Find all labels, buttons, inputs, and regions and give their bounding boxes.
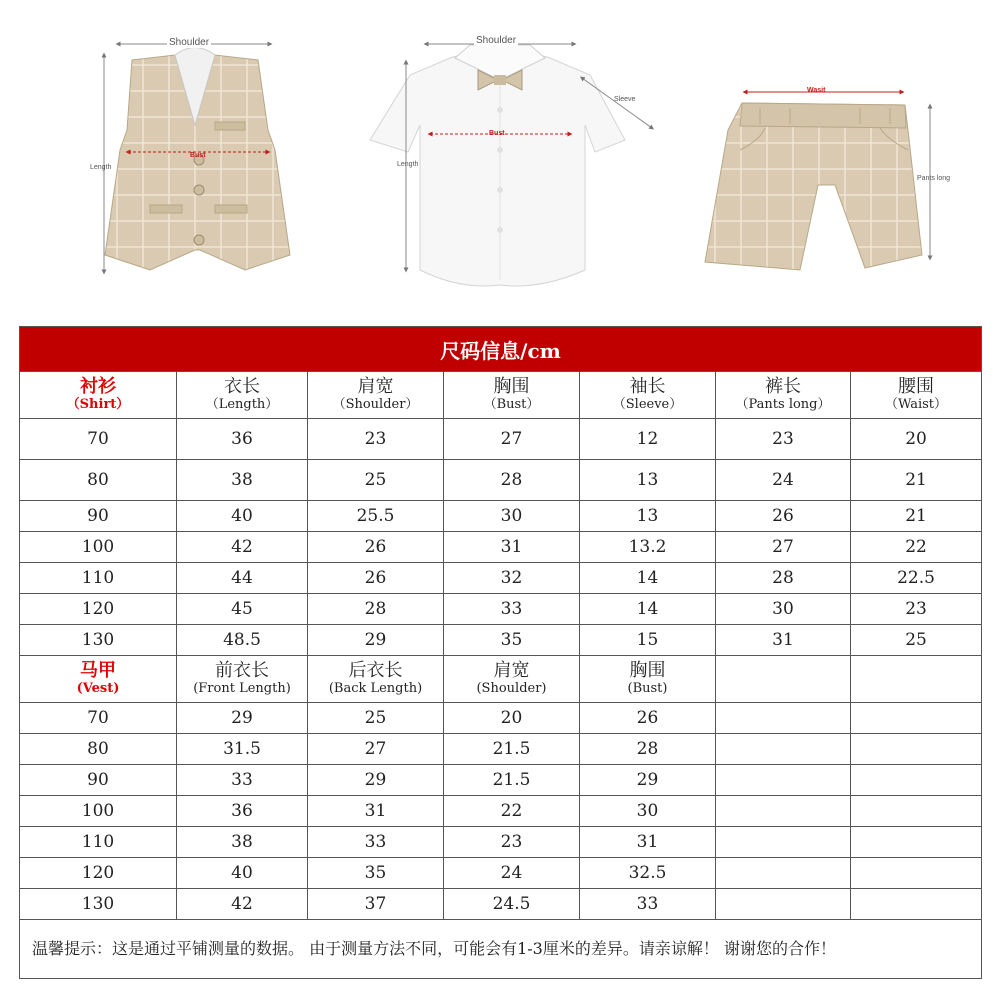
table-cell: 24	[444, 858, 580, 889]
col-header-en: （Bust）	[483, 397, 540, 412]
table-cell: 42	[177, 889, 308, 920]
col-header-en: （Sleeve）	[612, 397, 683, 412]
shirt-sleeve-label: Sleeve	[614, 96, 636, 103]
size-cell: 120	[20, 858, 177, 889]
vest-section-name-en: (Vest)	[76, 681, 120, 696]
table-cell: 26	[580, 703, 716, 734]
shirt-bust-label: Bust	[489, 130, 505, 137]
col-header-en: (Front Length)	[193, 681, 291, 696]
col-header-shoulder	[444, 656, 580, 703]
size-cell: 90	[20, 501, 177, 532]
size-cell: 100	[20, 532, 177, 563]
size-cell: 80	[20, 734, 177, 765]
empty-cell	[851, 703, 982, 734]
empty-cell	[716, 889, 851, 920]
empty-cell	[716, 656, 851, 703]
table-cell: 24.5	[444, 889, 580, 920]
table-cell: 13	[580, 460, 716, 501]
table-cell: 26	[716, 501, 851, 532]
col-header-back-length	[308, 656, 444, 703]
table-row	[20, 827, 982, 858]
col-header-sleeve	[580, 372, 716, 419]
col-header-zh: 腰围	[898, 376, 935, 397]
col-header-en: （Pants long）	[735, 397, 831, 412]
table-cell: 38	[177, 827, 308, 858]
shorts-pants-label: Pants long	[917, 175, 951, 182]
empty-cell	[716, 796, 851, 827]
col-header-en: (Shoulder)	[476, 681, 547, 696]
col-header-zh: 后衣长	[348, 660, 403, 681]
table-cell: 22	[851, 532, 982, 563]
table-cell: 29	[308, 765, 444, 796]
table-cell: 30	[580, 796, 716, 827]
table-cell: 26	[308, 563, 444, 594]
table-cell: 23	[851, 594, 982, 625]
size-cell: 130	[20, 625, 177, 656]
table-cell: 24	[716, 460, 851, 501]
table-cell: 22.5	[851, 563, 982, 594]
table-cell: 28	[580, 734, 716, 765]
table-cell: 14	[580, 563, 716, 594]
col-header-en: （Waist）	[884, 397, 948, 412]
vest-header-row	[20, 656, 982, 703]
size-chart-table	[19, 326, 982, 979]
garment-drawings	[0, 0, 1000, 320]
shorts-waist-label: Wasit	[807, 87, 826, 94]
table-cell: 36	[177, 419, 308, 460]
table-cell: 32	[444, 563, 580, 594]
table-row	[20, 858, 982, 889]
table-cell: 23	[444, 827, 580, 858]
size-cell: 110	[20, 827, 177, 858]
col-header-shoulder	[308, 372, 444, 419]
col-header-length	[177, 372, 308, 419]
table-cell: 31	[308, 796, 444, 827]
col-header-en: （Length）	[205, 397, 279, 412]
table-cell: 28	[444, 460, 580, 501]
empty-cell	[851, 734, 982, 765]
col-header-en: (Bust)	[627, 681, 668, 696]
table-cell: 40	[177, 858, 308, 889]
table-cell: 21	[851, 501, 982, 532]
col-header-bust	[580, 656, 716, 703]
table-row	[20, 796, 982, 827]
table-cell: 35	[444, 625, 580, 656]
note-row	[20, 920, 982, 979]
table-cell: 37	[308, 889, 444, 920]
shirt-header-row	[20, 372, 982, 419]
size-cell: 110	[20, 563, 177, 594]
table-cell: 28	[716, 563, 851, 594]
shirt-length-label: Length	[397, 161, 419, 168]
empty-cell	[851, 656, 982, 703]
empty-cell	[716, 734, 851, 765]
table-cell: 27	[308, 734, 444, 765]
vest-section-name-zh: 马甲	[80, 660, 116, 681]
measurement-note: 温馨提示：这是通过平铺测量的数据。 由于测量方法不同，可能会有1-3厘米的差异。请亲谅解！ 谢谢您的合作！	[20, 920, 982, 979]
empty-cell	[851, 889, 982, 920]
table-cell: 21	[851, 460, 982, 501]
table-cell: 35	[308, 858, 444, 889]
table-cell: 23	[308, 419, 444, 460]
table-cell: 32.5	[580, 858, 716, 889]
table-cell: 30	[716, 594, 851, 625]
table-cell: 33	[580, 889, 716, 920]
empty-cell	[716, 765, 851, 796]
table-cell: 25	[308, 460, 444, 501]
table-row	[20, 734, 982, 765]
col-header-zh: 肩宽	[493, 660, 530, 681]
table-cell: 25.5	[308, 501, 444, 532]
col-header-en: (Back Length)	[328, 681, 423, 696]
table-row	[20, 419, 982, 460]
table-row	[20, 703, 982, 734]
table-cell: 33	[177, 765, 308, 796]
table-cell: 13.2	[580, 532, 716, 563]
empty-cell	[851, 827, 982, 858]
table-cell: 13	[580, 501, 716, 532]
table-row	[20, 889, 982, 920]
table-cell: 45	[177, 594, 308, 625]
table-cell: 36	[177, 796, 308, 827]
table-cell: 29	[580, 765, 716, 796]
table-cell: 29	[308, 625, 444, 656]
table-cell: 38	[177, 460, 308, 501]
shirt-section-name-en: （Shirt）	[66, 397, 130, 412]
table-cell: 22	[444, 796, 580, 827]
size-cell: 130	[20, 889, 177, 920]
col-header-zh: 裤长	[765, 376, 801, 397]
col-header-waist	[851, 372, 982, 419]
table-row	[20, 625, 982, 656]
empty-cell	[851, 796, 982, 827]
col-header-zh: 胸围	[493, 376, 530, 397]
col-header-front-length	[177, 656, 308, 703]
table-cell: 21.5	[444, 734, 580, 765]
table-cell: 28	[308, 594, 444, 625]
vest-length-label: Length	[90, 164, 112, 171]
col-header-zh: 肩宽	[357, 376, 394, 397]
table-title: 尺码信息/cm	[20, 327, 982, 372]
table-cell: 31	[716, 625, 851, 656]
col-header-zh: 前衣长	[215, 660, 269, 681]
col-header-zh: 袖长	[629, 376, 666, 397]
size-cell: 70	[20, 703, 177, 734]
vest-bust-label: Bust	[190, 152, 206, 159]
vest-shoulder-label: Shoulder	[169, 37, 210, 48]
col-header-pants-long	[716, 372, 851, 419]
table-cell: 33	[308, 827, 444, 858]
empty-cell	[716, 703, 851, 734]
size-cell: 70	[20, 419, 177, 460]
table-row	[20, 563, 982, 594]
table-cell: 14	[580, 594, 716, 625]
table-row	[20, 532, 982, 563]
col-header-bust	[444, 372, 580, 419]
table-row	[20, 501, 982, 532]
size-cell: 100	[20, 796, 177, 827]
table-cell: 20	[851, 419, 982, 460]
size-chart-body	[20, 327, 982, 979]
shirt-shoulder-label: Shoulder	[476, 35, 517, 46]
table-cell: 27	[716, 532, 851, 563]
shirt-section-name-zh: 衬衫	[80, 376, 116, 397]
empty-cell	[851, 858, 982, 889]
empty-cell	[851, 765, 982, 796]
vest-section-label	[20, 656, 177, 703]
col-header-en: （Shoulder）	[332, 397, 419, 412]
shirt-section-label	[20, 372, 177, 419]
table-row	[20, 765, 982, 796]
table-cell: 26	[308, 532, 444, 563]
table-cell: 42	[177, 532, 308, 563]
table-cell: 29	[177, 703, 308, 734]
size-cell: 120	[20, 594, 177, 625]
table-title-row	[20, 327, 982, 372]
table-cell: 40	[177, 501, 308, 532]
table-cell: 25	[851, 625, 982, 656]
table-cell: 21.5	[444, 765, 580, 796]
table-cell: 23	[716, 419, 851, 460]
table-cell: 12	[580, 419, 716, 460]
table-cell: 31.5	[177, 734, 308, 765]
table-cell: 31	[444, 532, 580, 563]
table-row	[20, 594, 982, 625]
table-cell: 48.5	[177, 625, 308, 656]
table-cell: 27	[444, 419, 580, 460]
table-row	[20, 460, 982, 501]
empty-cell	[716, 858, 851, 889]
table-cell: 33	[444, 594, 580, 625]
col-header-zh: 衣长	[224, 376, 260, 397]
product-illustrations	[0, 0, 1000, 320]
table-cell: 20	[444, 703, 580, 734]
size-cell: 90	[20, 765, 177, 796]
table-cell: 15	[580, 625, 716, 656]
shorts-drawing	[705, 103, 922, 270]
size-cell: 80	[20, 460, 177, 501]
col-header-zh: 胸围	[629, 660, 666, 681]
table-cell: 44	[177, 563, 308, 594]
table-cell: 31	[580, 827, 716, 858]
table-cell: 30	[444, 501, 580, 532]
table-cell: 25	[308, 703, 444, 734]
empty-cell	[716, 827, 851, 858]
